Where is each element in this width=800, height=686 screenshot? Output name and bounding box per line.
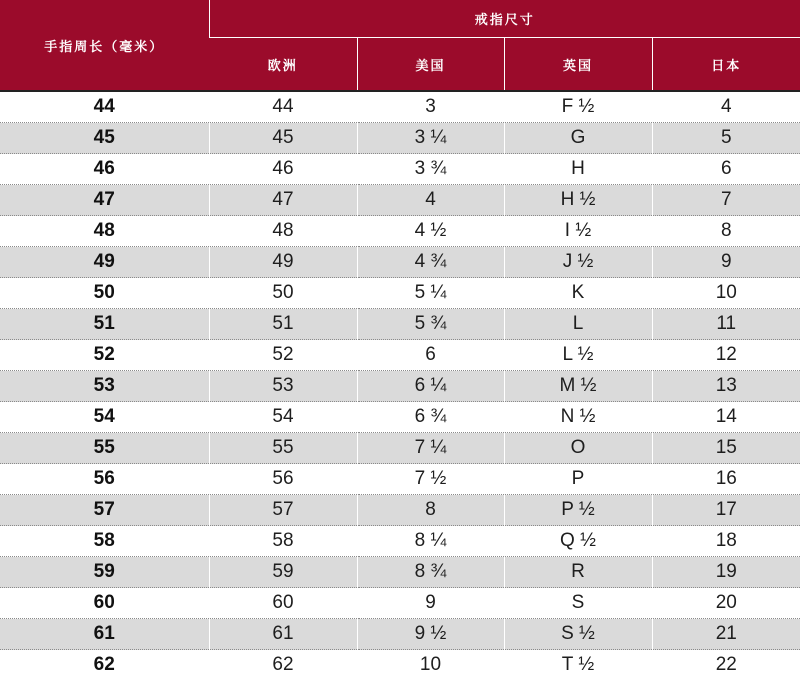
cell-europe-size: 53	[209, 371, 357, 402]
header-finger-circumference: 手指周长（毫米）	[0, 0, 209, 91]
cell-japan-size: 16	[652, 464, 800, 495]
cell-circumference-mm: 59	[0, 557, 209, 588]
cell-circumference-mm: 44	[0, 91, 209, 123]
cell-us-size: 3 ¾	[357, 154, 504, 185]
cell-europe-size: 62	[209, 650, 357, 681]
cell-us-size: 4 ½	[357, 216, 504, 247]
cell-us-size: 7 ¼	[357, 433, 504, 464]
table-row	[0, 216, 800, 247]
cell-uk-size: J ½	[504, 247, 652, 278]
table-row	[0, 185, 800, 216]
cell-uk-size: M ½	[504, 371, 652, 402]
table-row	[0, 557, 800, 588]
cell-uk-size: P ½	[504, 495, 652, 526]
cell-circumference-mm: 47	[0, 185, 209, 216]
cell-circumference-mm: 49	[0, 247, 209, 278]
cell-uk-size: Q ½	[504, 526, 652, 557]
header-ring-size: 戒指尺寸	[209, 0, 800, 38]
cell-circumference-mm: 53	[0, 371, 209, 402]
cell-japan-size: 8	[652, 216, 800, 247]
table-row	[0, 464, 800, 495]
cell-uk-size: R	[504, 557, 652, 588]
cell-europe-size: 45	[209, 123, 357, 154]
cell-uk-size: I ½	[504, 216, 652, 247]
cell-europe-size: 59	[209, 557, 357, 588]
cell-europe-size: 61	[209, 619, 357, 650]
cell-japan-size: 14	[652, 402, 800, 433]
cell-us-size: 7 ½	[357, 464, 504, 495]
cell-uk-size: H ½	[504, 185, 652, 216]
cell-europe-size: 60	[209, 588, 357, 619]
cell-japan-size: 9	[652, 247, 800, 278]
cell-europe-size: 44	[209, 91, 357, 123]
table-body	[0, 91, 800, 680]
cell-uk-size: T ½	[504, 650, 652, 681]
table-row	[0, 371, 800, 402]
cell-japan-size: 7	[652, 185, 800, 216]
header-row-top	[0, 0, 800, 38]
cell-europe-size: 51	[209, 309, 357, 340]
cell-europe-size: 49	[209, 247, 357, 278]
cell-uk-size: G	[504, 123, 652, 154]
cell-circumference-mm: 52	[0, 340, 209, 371]
table-row	[0, 588, 800, 619]
cell-europe-size: 50	[209, 278, 357, 309]
cell-uk-size: P	[504, 464, 652, 495]
cell-circumference-mm: 50	[0, 278, 209, 309]
header-region-europe: 欧洲	[209, 38, 357, 92]
table-row	[0, 619, 800, 650]
cell-uk-size: O	[504, 433, 652, 464]
cell-japan-size: 10	[652, 278, 800, 309]
cell-europe-size: 55	[209, 433, 357, 464]
cell-circumference-mm: 58	[0, 526, 209, 557]
cell-japan-size: 11	[652, 309, 800, 340]
cell-japan-size: 19	[652, 557, 800, 588]
cell-us-size: 3	[357, 91, 504, 123]
cell-japan-size: 4	[652, 91, 800, 123]
table-row	[0, 154, 800, 185]
cell-europe-size: 52	[209, 340, 357, 371]
cell-japan-size: 22	[652, 650, 800, 681]
cell-circumference-mm: 51	[0, 309, 209, 340]
cell-japan-size: 20	[652, 588, 800, 619]
cell-us-size: 9 ½	[357, 619, 504, 650]
header-region-uk: 英国	[504, 38, 652, 92]
table-row	[0, 495, 800, 526]
cell-us-size: 3 ¼	[357, 123, 504, 154]
cell-uk-size: L	[504, 309, 652, 340]
cell-circumference-mm: 48	[0, 216, 209, 247]
cell-circumference-mm: 61	[0, 619, 209, 650]
cell-japan-size: 18	[652, 526, 800, 557]
cell-europe-size: 46	[209, 154, 357, 185]
table-row	[0, 123, 800, 154]
cell-uk-size: N ½	[504, 402, 652, 433]
cell-us-size: 6	[357, 340, 504, 371]
table-row	[0, 650, 800, 681]
table-row	[0, 340, 800, 371]
cell-us-size: 8 ¾	[357, 557, 504, 588]
cell-circumference-mm: 62	[93, 654, 115, 675]
cell-uk-size: K	[504, 278, 652, 309]
cell-uk-size: F ½	[504, 91, 652, 123]
table-row	[0, 278, 800, 309]
cell-uk-size: S	[504, 588, 652, 619]
header-region-us: 美国	[357, 38, 504, 92]
cell-us-size: 5 ¼	[357, 278, 504, 309]
cell-us-size: 4	[357, 185, 504, 216]
cell-japan-size: 5	[652, 123, 800, 154]
cell-europe-size: 57	[209, 495, 357, 526]
cell-japan-size: 15	[652, 433, 800, 464]
table-row	[0, 433, 800, 464]
cell-us-size: 9	[357, 588, 504, 619]
cell-europe-size: 48	[209, 216, 357, 247]
cell-us-size: 6 ¾	[357, 402, 504, 433]
cell-uk-size: L ½	[504, 340, 652, 371]
table-row	[0, 526, 800, 557]
header-region-japan: 日本	[652, 38, 800, 92]
table-row	[0, 402, 800, 433]
cell-us-size: 8 ¼	[357, 526, 504, 557]
cell-europe-size: 56	[209, 464, 357, 495]
cell-europe-size: 47	[209, 185, 357, 216]
cell-circumference-mm: 46	[0, 154, 209, 185]
cell-europe-size: 58	[209, 526, 357, 557]
table-header	[0, 0, 800, 91]
cell-circumference-mm: 57	[0, 495, 209, 526]
cell-europe-size: 54	[209, 402, 357, 433]
cell-uk-size: H	[504, 154, 652, 185]
cell-japan-size: 17	[652, 495, 800, 526]
table-row	[0, 247, 800, 278]
table-row	[0, 309, 800, 340]
cell-japan-size: 6	[652, 154, 800, 185]
cell-japan-size: 12	[652, 340, 800, 371]
cell-circumference-mm: 55	[0, 433, 209, 464]
cell-circumference-mm: 56	[0, 464, 209, 495]
cell-japan-size: 21	[652, 619, 800, 650]
cell-us-size: 5 ¾	[357, 309, 504, 340]
cell-japan-size: 13	[652, 371, 800, 402]
table-row	[0, 91, 800, 123]
cell-us-size: 6 ¼	[357, 371, 504, 402]
cell-circumference-mm: 60	[0, 588, 209, 619]
cell-us-size: 8	[357, 495, 504, 526]
cell-uk-size: S ½	[504, 619, 652, 650]
cell-us-size: 4 ¾	[357, 247, 504, 278]
cell-us-size: 10	[357, 650, 504, 681]
cell-circumference-mm: 54	[0, 402, 209, 433]
cell-circumference-mm: 45	[0, 123, 209, 154]
